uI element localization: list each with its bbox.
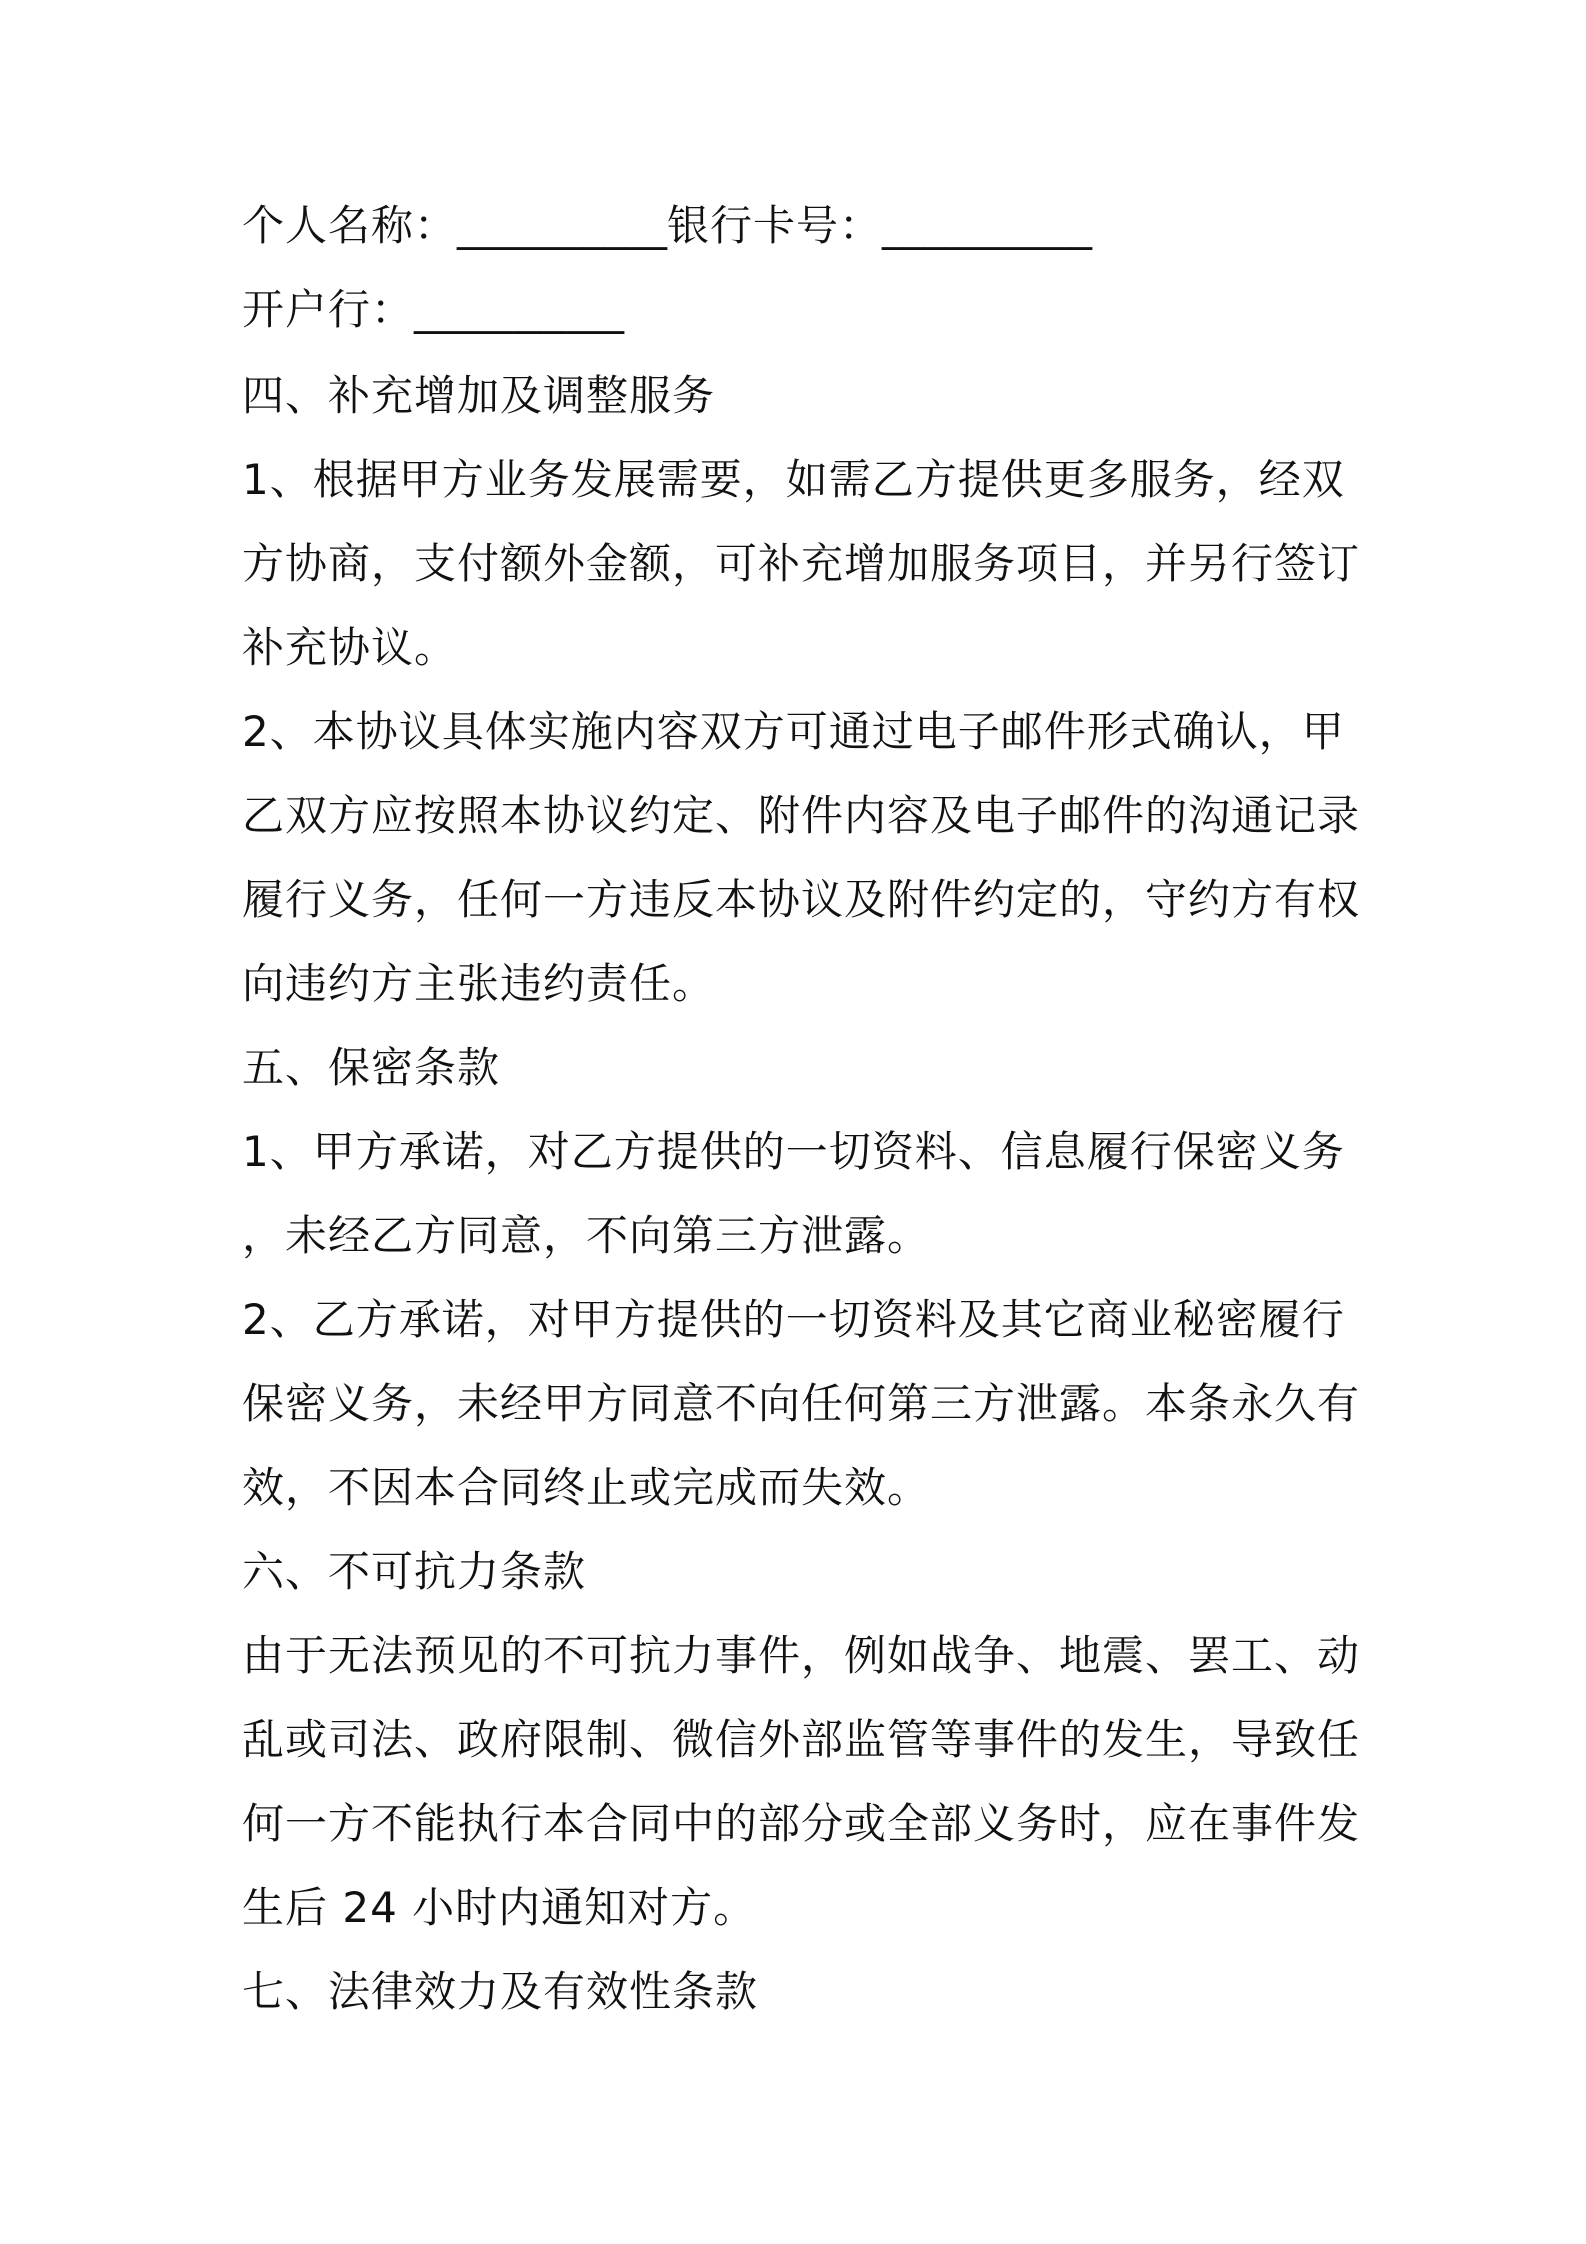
section-five-item1-line1: 1、甲方承诺，对乙方提供的一切资料、信息履行保密义务 (242, 1127, 1345, 1176)
section-six-body-line2: 乱或司法、政府限制、微信外部监管等事件的发生，导致任 (242, 1715, 1361, 1764)
section-four-item1-line1: 1、根据甲方业务发展需要，如需乙方提供更多服务，经双 (242, 455, 1345, 504)
section-five-item2-line2: 保密义务，未经甲方同意不向任何第三方泄露。本条永久有 (242, 1379, 1361, 1428)
section-six-heading: 六、不可抗力条款 (242, 1547, 587, 1596)
account-name-label: 个人名称： (242, 201, 458, 250)
bank-name-label: 开户行： (242, 285, 415, 334)
card-number-blank: __________ (882, 201, 1093, 250)
section-six-body-line3: 何一方不能执行本合同中的部分或全部义务时，应在事件发 (242, 1799, 1361, 1848)
account-name-blank: __________ (457, 201, 668, 250)
card-number-label: 银行卡号： (667, 201, 883, 250)
section-five-heading: 五、保密条款 (242, 1043, 501, 1092)
account-name-row (242, 198, 1362, 254)
section-four-item2-line1: 2、本协议具体实施内容双方可通过电子邮件形式确认，甲 (242, 707, 1345, 756)
section-six-body-line4: 生后 24 小时内通知对方。 (242, 1883, 757, 1932)
section-four-item2-line2: 乙双方应按照本协议约定、附件内容及电子邮件的沟通记录 (242, 791, 1361, 840)
bank-name-blank: __________ (414, 285, 625, 334)
section-four-heading: 四、补充增加及调整服务 (242, 371, 716, 420)
bank-name-row (242, 282, 1362, 338)
section-four-item1-line3: 补充协议。 (242, 623, 458, 672)
section-four-item2-line4: 向违约方主张违约责任。 (242, 959, 716, 1008)
section-five-item2-line1: 2、乙方承诺，对甲方提供的一切资料及其它商业秘密履行 (242, 1295, 1345, 1344)
section-four-item1-line2: 方协商，支付额外金额，可补充增加服务项目，并另行签订 (242, 539, 1361, 588)
section-five-item2-line3: 效，不因本合同终止或完成而失效。 (242, 1463, 931, 1512)
section-seven-heading: 七、法律效力及有效性条款 (242, 1967, 759, 2016)
section-five-item1-line2: ，未经乙方同意，不向第三方泄露。 (242, 1211, 931, 1260)
section-six-body-line1: 由于无法预见的不可抗力事件，例如战争、地震、罢工、动 (242, 1631, 1361, 1680)
section-four-item2-line3: 履行义务，任何一方违反本协议及附件约定的，守约方有权 (242, 875, 1361, 924)
